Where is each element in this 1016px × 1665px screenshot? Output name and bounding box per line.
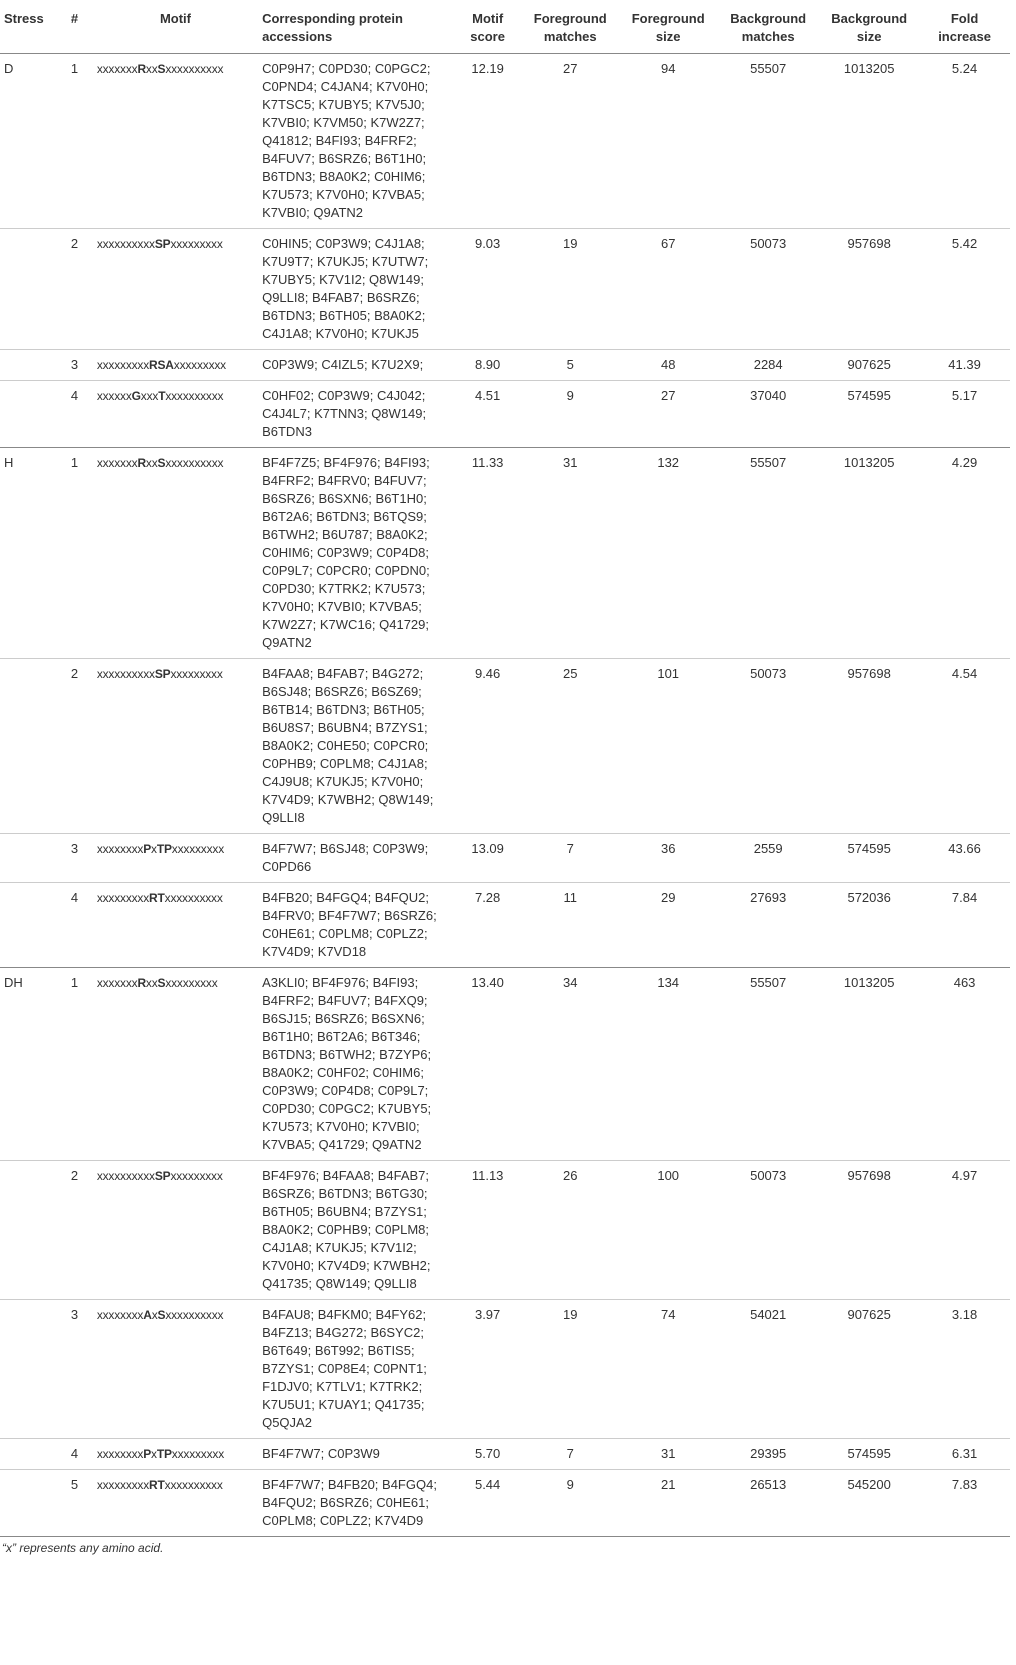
motif-cell [93,968,258,1161]
motif-wildcard: xxxxxxxxx [96,1478,150,1492]
motif-cell [93,1161,258,1300]
motif-wildcard: xxxxxxxxx [96,358,150,372]
motif-residue: P [143,842,152,856]
foreground-matches-cell: 27 [521,54,619,229]
accessions-cell: BF4F7Z5; BF4F976; B4FI93; B4FRF2; B4FRV0; B4FUV7; B6SRZ6; B6SXN6; B6T1H0; B6T2A6; B6TDN3; B6TQS9; B6TWH2; B6U787; B8A0K2; C0HIM6; C0P3W9; C0P4D8; C0P9L7; C0PCR0; C0PDN0; C0PD30; K7TRK2; K7U573; K7V0H0; K7VBI0; K7VBA5; K7W2Z7; K7WC16; Q41729; Q9ATN2 [258,448,454,659]
motif-score-cell: 5.44 [454,1470,521,1537]
background-matches-cell: 2284 [717,350,819,381]
motif-residue: R [137,62,146,76]
table-row [0,1300,1010,1439]
background-size-cell: 957698 [819,1161,919,1300]
motif-wildcard: xxxxxxx [96,62,138,76]
stress-cell [0,381,56,448]
motif-wildcard: xxxxxxxxxx [165,62,224,76]
fold-increase-cell: 4.29 [919,448,1010,659]
table-row [0,834,1010,883]
header-row [0,4,1010,54]
motif-wildcard: xxxxxxxxx [170,667,223,681]
fold-increase-cell: 4.54 [919,659,1010,834]
fold-increase-cell: 5.17 [919,381,1010,448]
motif-residue: P [143,1447,152,1461]
background-matches-cell: 55507 [717,448,819,659]
table-row [0,381,1010,448]
motif-wildcard: xxxxxxxxxx [165,389,224,403]
foreground-size-cell: 74 [619,1300,717,1439]
motif-wildcard: xxxxxxxxxx [96,1169,155,1183]
background-size-cell: 574595 [819,381,919,448]
foreground-size-cell: 29 [619,883,717,968]
stress-cell: D [0,54,56,229]
background-matches-cell: 55507 [717,54,819,229]
motif-cell [93,659,258,834]
foreground-size-cell: 132 [619,448,717,659]
foreground-matches-cell: 9 [521,381,619,448]
background-matches-cell: 55507 [717,968,819,1161]
motif-wildcard: x [151,1447,157,1461]
background-matches-cell: 2559 [717,834,819,883]
header-foreground-matches: Foreground matches [521,4,619,54]
motif-wildcard: xxxxxxx [96,976,138,990]
background-size-cell: 907625 [819,350,919,381]
foreground-matches-cell: 7 [521,834,619,883]
fold-increase-cell: 463 [919,968,1010,1161]
motif-cell [93,1470,258,1537]
motif-score-cell: 9.03 [454,229,521,350]
motif-number-cell: 4 [56,381,93,448]
foreground-matches-cell: 19 [521,229,619,350]
accessions-cell: A3KLI0; BF4F976; B4FI93; B4FRF2; B4FUV7; B4FXQ9; B6SJ15; B6SRZ6; B6SXN6; B6T1H0; B6T2A6; B6T346; B6TDN3; B6TWH2; B7ZYP6; B8A0K2; C0HF02; C0HIM6; C0P3W9; C0P4D8; C0P9L7; C0PD30; C0PGC2; K7UBY5; K7U573; K7V0H0; K7VBI0; K7VBA5; Q41729; Q9ATN2 [258,968,454,1161]
foreground-size-cell: 27 [619,381,717,448]
motif-cell [93,1300,258,1439]
foreground-size-cell: 94 [619,54,717,229]
motif-wildcard: x [151,1308,158,1322]
motif-number-cell: 3 [56,1300,93,1439]
foreground-size-cell: 48 [619,350,717,381]
motif-wildcard: xxxxxx [96,389,132,403]
table-row [0,229,1010,350]
background-matches-cell: 26513 [717,1470,819,1537]
motif-cell [93,448,258,659]
motif-cell [93,350,258,381]
background-size-cell: 572036 [819,883,919,968]
fold-increase-cell: 7.84 [919,883,1010,968]
fold-increase-cell: 3.18 [919,1300,1010,1439]
fold-increase-cell: 4.97 [919,1161,1010,1300]
accessions-cell: BF4F976; B4FAA8; B4FAB7; B6SRZ6; B6TDN3; B6TG30; B6TH05; B6UBN4; B7ZYS1; B8A0K2; C0PHB9; C0PLM8; C4J1A8; K7UKJ5; K7V1I2; K7V0H0; K7V4D9; K7WBH2; Q41735; Q8W149; Q9LLI8 [258,1161,454,1300]
accessions-cell: C0HIN5; C0P3W9; C4J1A8; K7U9T7; K7UKJ5; K7UTW7; K7UBY5; K7V1I2; Q8W149; Q9LLI8; B4FAB7; B6SRZ6; B6TDN3; B6TH05; B8A0K2; C4J1A8; K7V0H0; K7UKJ5 [258,229,454,350]
motif-number-cell: 2 [56,229,93,350]
motif-wildcard: xxxxxxxx [96,1308,144,1322]
table-row [0,883,1010,968]
motif-residue: R [137,456,146,470]
motif-score-cell: 11.33 [454,448,521,659]
motif-residue: R [137,976,146,990]
accessions-cell: C0P3W9; C4IZL5; K7U2X9; [258,350,454,381]
fold-increase-cell: 6.31 [919,1439,1010,1470]
motif-residue: SP [154,237,171,251]
header-motif-score: Motif score [454,4,521,54]
motif-wildcard: x [151,842,157,856]
table-body [0,54,1010,1537]
foreground-matches-cell: 31 [521,448,619,659]
motif-number-cell: 4 [56,1439,93,1470]
stress-cell [0,1300,56,1439]
background-matches-cell: 50073 [717,659,819,834]
accessions-cell: B4FAU8; B4FKM0; B4FY62; B4FZ13; B4G272; B6SYC2; B6T649; B6T992; B6TIS5; B7ZYS1; C0P8E4; C0PNT1; F1DJV0; K7TLV1; K7TRK2; K7U5U1; K7UAY1; Q41735; Q5QJA2 [258,1300,454,1439]
accessions-cell: B4F7W7; B6SJ48; C0P3W9; C0PD66 [258,834,454,883]
foreground-size-cell: 101 [619,659,717,834]
motif-residue: TP [156,842,172,856]
motif-number-cell: 5 [56,1470,93,1537]
stress-cell [0,229,56,350]
background-matches-cell: 50073 [717,1161,819,1300]
motif-wildcard: xx [145,976,158,990]
motif-residue: SP [154,1169,171,1183]
header-background-size: Background size [819,4,919,54]
motif-table [0,4,1010,1537]
motif-number-cell: 3 [56,834,93,883]
motif-score-cell: 8.90 [454,350,521,381]
motif-wildcard: xxxxxxxxxx [164,891,223,905]
fold-increase-cell: 5.24 [919,54,1010,229]
motif-score-cell: 11.13 [454,1161,521,1300]
background-matches-cell: 27693 [717,883,819,968]
foreground-matches-cell: 11 [521,883,619,968]
table-row [0,968,1010,1161]
fold-increase-cell: 7.83 [919,1470,1010,1537]
table-row [0,659,1010,834]
motif-wildcard: xx [145,456,158,470]
foreground-matches-cell: 5 [521,350,619,381]
motif-number-cell: 2 [56,1161,93,1300]
background-size-cell: 1013205 [819,448,919,659]
motif-wildcard: xxxxxxxxx [173,358,226,372]
motif-residue: S [157,62,166,76]
motif-residue: TP [156,1447,172,1461]
background-size-cell: 574595 [819,834,919,883]
motif-score-cell: 5.70 [454,1439,521,1470]
motif-score-cell: 9.46 [454,659,521,834]
motif-wildcard: xxxxxxxx [96,842,144,856]
header-accessions: Corresponding protein accessions [258,4,454,54]
motif-score-cell: 7.28 [454,883,521,968]
header-stress: Stress [0,4,56,54]
motif-residue: RT [149,891,165,905]
stress-cell: H [0,448,56,659]
table-row [0,1161,1010,1300]
stress-cell [0,834,56,883]
motif-wildcard: xxxxxxxxxx [96,667,155,681]
background-size-cell: 907625 [819,1300,919,1439]
foreground-size-cell: 67 [619,229,717,350]
motif-wildcard: xxxxxxx [96,456,138,470]
foreground-size-cell: 21 [619,1470,717,1537]
foreground-size-cell: 100 [619,1161,717,1300]
motif-residue: SP [154,667,171,681]
background-size-cell: 574595 [819,1439,919,1470]
accessions-cell: B4FB20; B4FGQ4; B4FQU2; B4FRV0; BF4F7W7; B6SRZ6; C0HE61; C0PLM8; C0PLZ2; K7V4D9; K7VD18 [258,883,454,968]
motif-residue: S [157,1308,166,1322]
motif-residue: RSA [149,358,174,372]
motif-number-cell: 1 [56,448,93,659]
motif-residue: S [157,976,166,990]
accessions-cell: C0HF02; C0P3W9; C4J042; C4J4L7; K7TNN3; Q8W149; B6TDN3 [258,381,454,448]
motif-number-cell: 3 [56,350,93,381]
motif-wildcard: xxxxxxxxx [96,891,150,905]
header-num: # [56,4,93,54]
stress-cell [0,1470,56,1537]
motif-score-cell: 12.19 [454,54,521,229]
background-size-cell: 1013205 [819,54,919,229]
table-footnote: “x” represents any amino acid. [2,1541,164,1555]
foreground-matches-cell: 9 [521,1470,619,1537]
accessions-cell: B4FAA8; B4FAB7; B4G272; B6SJ48; B6SRZ6; B6SZ69; B6TB14; B6TDN3; B6TH05; B6U8S7; B6UBN4; B7ZYS1; B8A0K2; C0HE50; C0PCR0; C0PHB9; C0PLM8; C4J1A8; C4J9U8; K7UKJ5; K7V0H0; K7V4D9; K7WBH2; Q8W149; Q9LLI8 [258,659,454,834]
accessions-cell: C0P9H7; C0PD30; C0PGC2; C0PND4; C4JAN4; K7V0H0; K7TSC5; K7UBY5; K7V5J0; K7VBI0; K7VM50; K7W2Z7; Q41812; B4FI93; B4FRF2; B4FUV7; B6SRZ6; B6T1H0; B6TDN3; B8A0K2; C0HIM6; K7U573; K7V0H0; K7VBA5; K7VBI0; Q9ATN2 [258,54,454,229]
background-size-cell: 957698 [819,659,919,834]
foreground-matches-cell: 7 [521,1439,619,1470]
background-size-cell: 1013205 [819,968,919,1161]
motif-residue: RT [149,1478,165,1492]
motif-wildcard: xxxxxxxxx [171,842,224,856]
foreground-size-cell: 134 [619,968,717,1161]
fold-increase-cell: 5.42 [919,229,1010,350]
foreground-matches-cell: 25 [521,659,619,834]
motif-wildcard: xxxxxxxx [96,1447,144,1461]
motif-score-cell: 13.09 [454,834,521,883]
background-matches-cell: 29395 [717,1439,819,1470]
motif-residue: T [158,389,166,403]
stress-cell [0,1439,56,1470]
stress-cell [0,1161,56,1300]
motif-score-cell: 4.51 [454,381,521,448]
header-foreground-size: Foreground size [619,4,717,54]
foreground-size-cell: 36 [619,834,717,883]
foreground-matches-cell: 19 [521,1300,619,1439]
motif-wildcard: xxxxxxxxx [170,237,223,251]
background-matches-cell: 37040 [717,381,819,448]
table-row [0,448,1010,659]
motif-cell [93,54,258,229]
foreground-matches-cell: 26 [521,1161,619,1300]
stress-cell [0,883,56,968]
motif-wildcard: xxxxxxxxxx [165,456,224,470]
foreground-size-cell: 31 [619,1439,717,1470]
header-fold-increase: Fold increase [919,4,1010,54]
motif-cell [93,229,258,350]
header-motif: Motif [93,4,258,54]
motif-wildcard: xxxxxxxxxx [165,1308,224,1322]
background-matches-cell: 54021 [717,1300,819,1439]
accessions-cell: BF4F7W7; B4FB20; B4FGQ4; B4FQU2; B6SRZ6; C0HE61; C0PLM8; C0PLZ2; K7V4D9 [258,1470,454,1537]
motif-number-cell: 1 [56,968,93,1161]
motif-cell [93,1439,258,1470]
motif-residue: S [157,456,166,470]
accessions-cell: BF4F7W7; C0P3W9 [258,1439,454,1470]
fold-increase-cell: 43.66 [919,834,1010,883]
table-row [0,350,1010,381]
table-row [0,1470,1010,1537]
motif-wildcard: xxxxxxxxx [170,1169,223,1183]
motif-residue: A [143,1308,152,1322]
stress-cell: DH [0,968,56,1161]
stress-cell [0,350,56,381]
motif-cell [93,883,258,968]
motif-wildcard: xxxxxxxxxx [164,1478,223,1492]
foreground-matches-cell: 34 [521,968,619,1161]
motif-wildcard: xx [145,62,158,76]
background-size-cell: 957698 [819,229,919,350]
background-matches-cell: 50073 [717,229,819,350]
motif-wildcard: xxxxxxxxx [171,1447,224,1461]
motif-wildcard: xxx [140,389,159,403]
fold-increase-cell: 41.39 [919,350,1010,381]
header-background-matches: Background matches [717,4,819,54]
motif-residue: G [131,389,141,403]
table-row [0,1439,1010,1470]
table-row [0,54,1010,229]
background-size-cell: 545200 [819,1470,919,1537]
motif-wildcard: xxxxxxxxx [165,976,218,990]
motif-score-cell: 3.97 [454,1300,521,1439]
motif-wildcard: xxxxxxxxxx [96,237,155,251]
motif-number-cell: 2 [56,659,93,834]
stress-cell [0,659,56,834]
motif-cell [93,834,258,883]
motif-cell [93,381,258,448]
motif-number-cell: 1 [56,54,93,229]
motif-number-cell: 4 [56,883,93,968]
motif-score-cell: 13.40 [454,968,521,1161]
